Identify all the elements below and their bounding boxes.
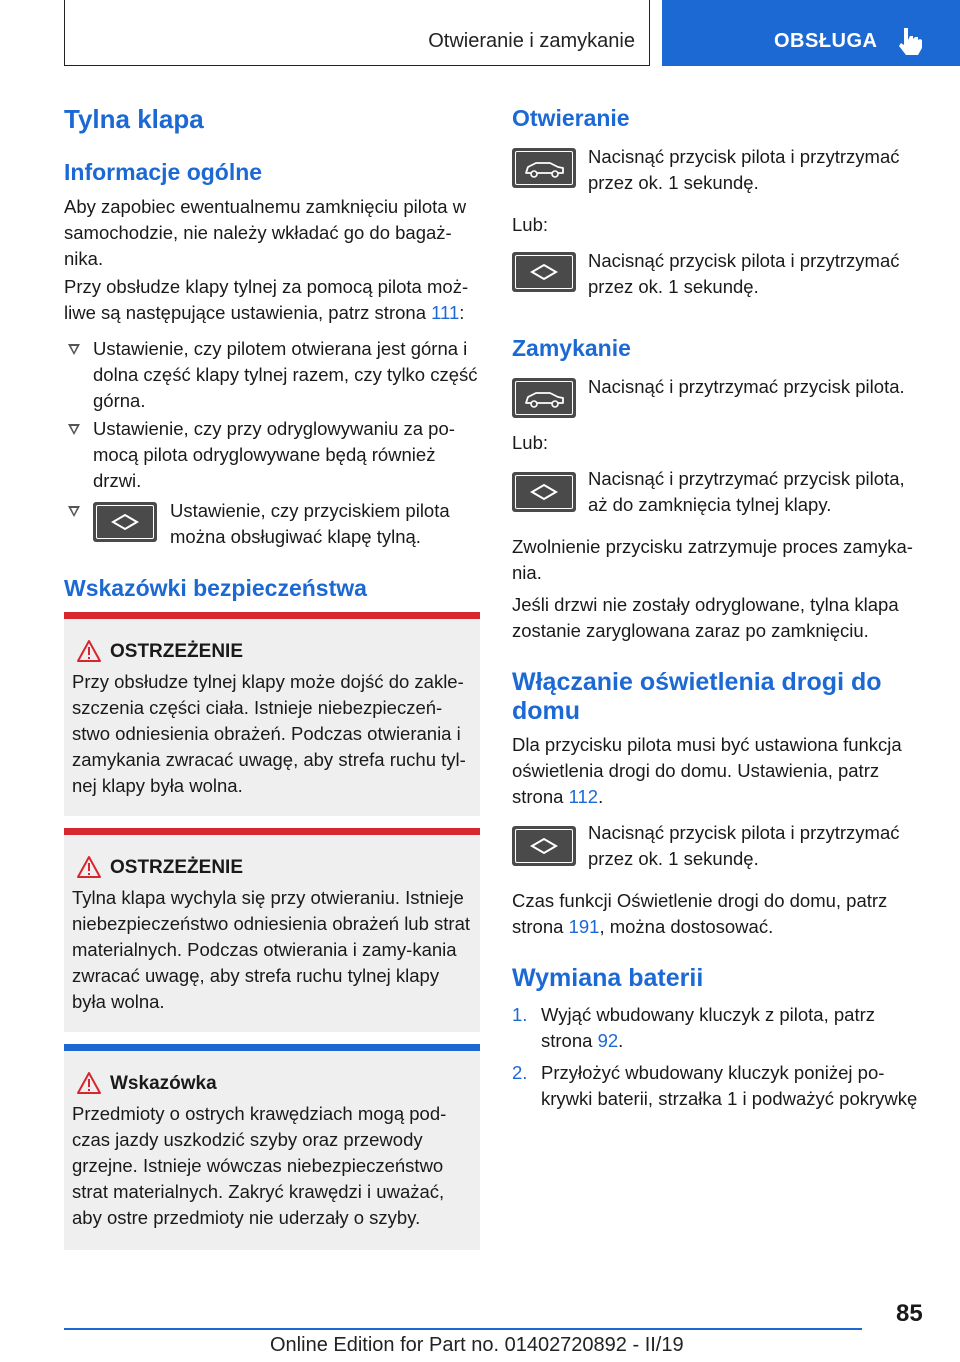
car-key-icon bbox=[512, 148, 576, 188]
diamond-key-icon bbox=[512, 252, 576, 292]
or-label: Lub: bbox=[512, 432, 549, 453]
diamond-key-icon bbox=[93, 502, 157, 542]
page-number: 85 bbox=[896, 1300, 923, 1327]
warning-body: Tylna klapa wychyla się przy otwieraniu. Istnieje niebezpieczeństwo odniesienia obrażeń lub strat materialnych. Podczas otwierania i zamy‐kania zwracać uwagę, aby strefa ruchu tylnej klapy była wolna. bbox=[72, 887, 471, 1012]
warning-triangle-icon bbox=[76, 1071, 102, 1095]
warning-body: Przy obsłudze tylnej klapy może dojść do zakle‐szczenia części ciała. Istnieje niebezpieczeń‐stwo odniesienia obrażeń. Podczas otwierania i zamykania zwracać uwagę, aby strefa ruchu tyl‐nej klapy była wolna. bbox=[72, 671, 466, 796]
warning-triangle-icon bbox=[76, 639, 102, 663]
list-item bbox=[64, 498, 480, 550]
close-step-2: Nacisnąć i przytrzymać przycisk pilota, aż do zamknięcia tylnej klapy. bbox=[588, 468, 905, 515]
header-tab[interactable] bbox=[662, 0, 960, 66]
header-tab-label: OBSŁUGA bbox=[774, 30, 878, 52]
diamond-key-icon bbox=[512, 826, 576, 866]
general-paragraph-2-end: : bbox=[459, 302, 465, 323]
note-body: Przedmioty o ostrych krawędziach mogą pod‐czas jazdy uszkodzić szyby oraz przewody grzejne. Istnieje wówczas niebezpieczeństwo strat materialnych. Zakryć krawędzi i uważać, aby ostre przedmioty nie uderzały o szyby. bbox=[72, 1103, 447, 1228]
light-paragraph-1-end: . bbox=[598, 786, 604, 807]
step-number: 2. bbox=[512, 1062, 528, 1083]
light-paragraph-1-text: Dla przycisku pilota musi być ustawiona funkcja oświetlenia drogi do domu. Ustawienia, patrz strona bbox=[512, 734, 902, 807]
header-section-box bbox=[64, 0, 650, 66]
battery-step-1-text: Wyjąć wbudowany kluczyk z pilota, patrz strona bbox=[541, 1004, 875, 1051]
general-paragraph-2-text: Przy obsłudze klapy tylnej za pomocą pilota moż‐liwe są następujące ustawienia, patrz strona bbox=[64, 276, 469, 323]
car-key-icon bbox=[512, 378, 576, 418]
page-link-191[interactable]: 191 bbox=[568, 916, 600, 937]
page-link-111[interactable]: 111 bbox=[431, 302, 460, 323]
general-paragraph-1: Aby zapobiec ewentualnemu zamknięciu pilota w samochodzie, nie należy wkładać go do bagaż‐nika. bbox=[64, 196, 467, 269]
battery-step-1-end: . bbox=[618, 1030, 624, 1051]
close-heading: Zamykanie bbox=[512, 335, 631, 361]
list-item bbox=[64, 416, 480, 494]
general-paragraph-2 bbox=[64, 274, 480, 326]
battery-heading: Wymiana baterii bbox=[512, 964, 704, 992]
open-step-2: Nacisnąć przycisk pilota i przytrzymać przez ok. 1 sekundę. bbox=[588, 250, 900, 297]
or-label: Lub: bbox=[512, 214, 549, 235]
warning-box bbox=[64, 828, 480, 1032]
bullet-triangle-icon bbox=[68, 424, 80, 435]
battery-step-1 bbox=[541, 1002, 929, 1054]
light-paragraph-2-text: Czas funkcji Oświetlenie drogi do domu, patrz strona bbox=[512, 890, 888, 937]
close-paragraph-1: Zwolnienie przycisku zatrzymuje proces zamyka‐nia. bbox=[512, 536, 913, 583]
list-item bbox=[64, 336, 480, 414]
open-heading: Otwieranie bbox=[512, 105, 630, 131]
battery-step-2: Przyłożyć wbudowany kluczyk poniżej po‐krywki baterii, strzałka 1 i podważyć pokrywkę bbox=[541, 1062, 918, 1109]
footer-divider bbox=[64, 1328, 862, 1330]
diamond-key-icon bbox=[512, 472, 576, 512]
safety-heading: Wskazówki bezpieczeństwa bbox=[64, 575, 367, 601]
open-step-1: Nacisnąć przycisk pilota i przytrzymać przez ok. 1 sekundę. bbox=[588, 146, 900, 193]
note-box bbox=[64, 1044, 480, 1250]
pointing-hand-icon bbox=[896, 26, 924, 56]
warning-box bbox=[64, 612, 480, 816]
light-heading: Włączanie oświetlenia drogi do domu bbox=[512, 668, 882, 725]
bullet-triangle-icon bbox=[68, 506, 80, 517]
page-link-112[interactable]: 112 bbox=[568, 786, 599, 807]
warning-title: OSTRZEŻENIE bbox=[110, 641, 244, 662]
warning-triangle-icon bbox=[76, 855, 102, 879]
page-title: Tylna klapa bbox=[64, 104, 204, 134]
step-number: 1. bbox=[512, 1004, 528, 1025]
close-step-1: Nacisnąć i przytrzymać przycisk pilota. bbox=[588, 376, 905, 397]
light-step: Nacisnąć przycisk pilota i przytrzymać przez ok. 1 sekundę. bbox=[588, 822, 900, 869]
bullet-triangle-icon bbox=[68, 344, 80, 355]
light-paragraph-2 bbox=[512, 888, 928, 940]
bullet-text: Ustawienie, czy przy odryglowywaniu za po‐mocą pilota odryglowywane będą również drzwi. bbox=[93, 418, 455, 491]
header-section-title: Otwieranie i zamykanie bbox=[428, 30, 635, 52]
bullet-text: Ustawienie, czy pilotem otwierana jest górna i dolna część klapy tylnej razem, czy tylko część górna. bbox=[93, 338, 478, 411]
warning-title: OSTRZEŻENIE bbox=[110, 857, 244, 878]
light-paragraph-2-end: , można dostosować. bbox=[599, 916, 774, 937]
note-title: Wskazówka bbox=[110, 1073, 217, 1094]
bullet-text: Ustawienie, czy przyciskiem pilota można obsługiwać klapę tylną. bbox=[170, 500, 450, 547]
general-heading: Informacje ogólne bbox=[64, 159, 263, 185]
page-link-92[interactable]: 92 bbox=[597, 1030, 619, 1051]
footer-edition: Online Edition for Part no. 01402720892 - II/19 bbox=[270, 1334, 684, 1356]
close-paragraph-2: Jeśli drzwi nie zostały odryglowane, tylna klapa zostanie zaryglowana zaraz po zamknięciu. bbox=[512, 594, 899, 641]
light-paragraph-1 bbox=[512, 732, 928, 810]
